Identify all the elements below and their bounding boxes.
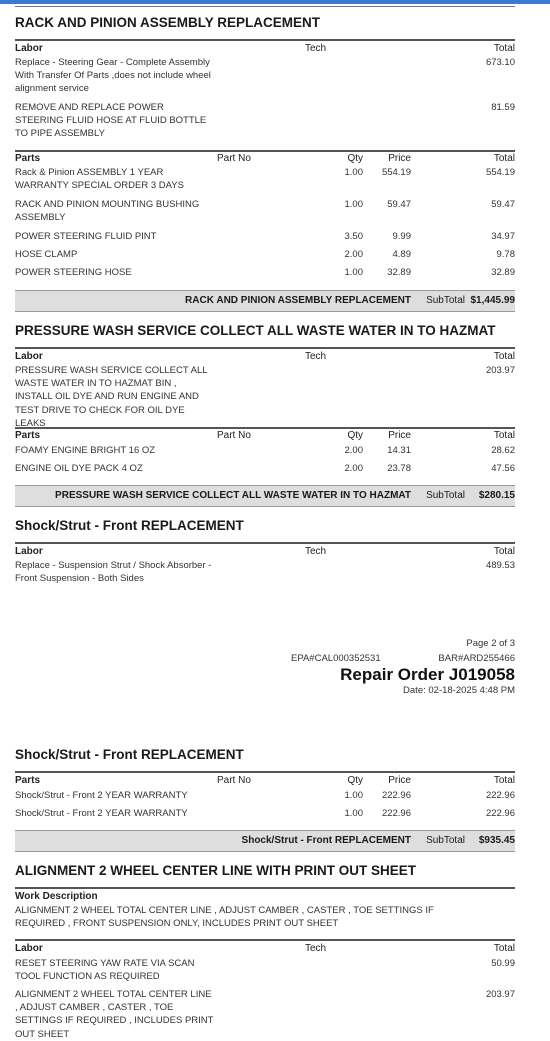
part-line-qty: 1.00 xyxy=(344,808,363,819)
price-column-header: Price xyxy=(388,153,411,164)
bar-number: BAR#ARD255466 xyxy=(438,653,515,664)
parts-header-rule xyxy=(15,427,515,429)
labor-line-total: 203.97 xyxy=(485,989,515,1000)
part-line-price: 23.78 xyxy=(387,463,411,474)
labor-column-header: Labor xyxy=(15,943,43,954)
part-no-column-header: Part No xyxy=(217,153,251,164)
section-top-rule xyxy=(15,6,515,7)
section-title: Shock/Strut - Front REPLACEMENT xyxy=(15,747,244,762)
part-line-price: 14.31 xyxy=(387,445,411,456)
part-line-qty: 1.00 xyxy=(344,167,363,178)
labor-header-rule xyxy=(15,39,515,41)
part-line-price: 222.96 xyxy=(381,808,411,819)
qty-column-header: Qty xyxy=(347,153,363,164)
subtotal-bar xyxy=(15,485,515,507)
part-line-price: 9.99 xyxy=(392,231,411,242)
total-column-header: Total xyxy=(493,43,515,54)
labor-line-description: REMOVE AND REPLACE POWER STEERING FLUID HOSE AT FLUID BOTTLE TO PIPE ASSEMBLY xyxy=(15,102,207,140)
part-line-price: 4.89 xyxy=(392,249,411,260)
part-line-description: Shock/Strut - Front 2 YEAR WARRANTY xyxy=(15,790,188,801)
part-line-description: HOSE CLAMP xyxy=(15,249,78,260)
subtotal-label: SubTotal xyxy=(426,835,465,846)
work-description-text: ALIGNMENT 2 WHEEL TOTAL CENTER LINE , ADJUST CAMBER , CASTER , TOE SETTINGS IF REQUIRED , FRONT SUSPENSION ONLY, INCLUDES PRINT OUT SHEET xyxy=(15,905,434,930)
part-line-price: 222.96 xyxy=(381,790,411,801)
total-column-header: Total xyxy=(493,775,515,786)
parts-column-header: Parts xyxy=(15,430,41,441)
labor-column-header: Labor xyxy=(15,546,43,557)
part-line-total: 554.19 xyxy=(485,167,515,178)
part-line-qty: 2.00 xyxy=(344,249,363,260)
part-no-column-header: Part No xyxy=(217,775,251,786)
part-line-description: RACK AND PINION MOUNTING BUSHING ASSEMBLY xyxy=(15,199,200,224)
part-line-qty: 3.50 xyxy=(344,231,363,242)
part-line-total: 59.47 xyxy=(491,199,515,210)
tech-column-header: Tech xyxy=(305,43,327,54)
subtotal-amount: $280.15 xyxy=(478,490,515,501)
part-line-qty: 2.00 xyxy=(344,463,363,474)
part-line-description: POWER STEERING FLUID PINT xyxy=(15,231,157,242)
total-column-header: Total xyxy=(493,153,515,164)
subtotal-section-name: RACK AND PINION ASSEMBLY REPLACEMENT xyxy=(185,295,411,306)
part-line-price: 554.19 xyxy=(381,167,411,178)
labor-line-description: Replace - Steering Gear - Complete Assembly With Transfer Of Parts ,does not include wheel alignment service xyxy=(15,57,211,95)
labor-line-description: PRESSURE WASH SERVICE COLLECT ALL WASTE WATER IN TO HAZMAT BIN , INSTALL OIL DYE AND RUN ENGINE AND TEST DRIVE TO CHECK FOR OIL DYE LEAKS xyxy=(15,365,208,429)
labor-line-description: RESET STEERING YAW RATE VIA SCAN TOOL FUNCTION AS REQUIRED xyxy=(15,958,195,983)
repair-order-date: Date: 02-18-2025 4:48 PM xyxy=(403,685,515,696)
part-line-price: 59.47 xyxy=(387,199,411,210)
labor-column-header: Labor xyxy=(15,43,43,54)
part-line-qty: 2.00 xyxy=(344,445,363,456)
part-line-description: FOAMY ENGINE BRIGHT 16 OZ xyxy=(15,445,156,456)
repair-order-title: Repair Order J019058 xyxy=(340,665,515,684)
labor-line-total: 673.10 xyxy=(485,57,515,68)
tech-column-header: Tech xyxy=(305,943,327,954)
total-column-header: Total xyxy=(493,546,515,557)
part-line-total: 222.96 xyxy=(485,808,515,819)
part-line-price: 32.89 xyxy=(387,267,411,278)
subtotal-bar xyxy=(15,830,515,852)
labor-line-description: Replace - Suspension Strut / Shock Absorber - Front Suspension - Both Sides xyxy=(15,560,212,585)
labor-header-rule xyxy=(15,939,515,941)
part-line-total: 28.62 xyxy=(491,445,515,456)
subtotal-amount: $935.45 xyxy=(478,835,515,846)
labor-header-rule xyxy=(15,542,515,544)
part-line-total: 34.97 xyxy=(491,231,515,242)
subtotal-section-name: Shock/Strut - Front REPLACEMENT xyxy=(241,835,411,846)
subtotal-amount: $1,445.99 xyxy=(470,295,515,306)
page-number: Page 2 of 3 xyxy=(466,638,515,649)
total-column-header: Total xyxy=(493,351,515,362)
parts-column-header: Parts xyxy=(15,775,41,786)
top-accent-bar xyxy=(0,0,550,4)
section-title: ALIGNMENT 2 WHEEL CENTER LINE WITH PRINT OUT SHEET xyxy=(15,863,417,878)
epa-number: EPA#CAL000352531 xyxy=(291,653,381,664)
qty-column-header: Qty xyxy=(347,430,363,441)
subtotal-bar xyxy=(15,290,515,312)
qty-column-header: Qty xyxy=(347,775,363,786)
part-line-total: 47.56 xyxy=(491,463,515,474)
parts-column-header: Parts xyxy=(15,153,41,164)
total-column-header: Total xyxy=(493,430,515,441)
part-line-total: 32.89 xyxy=(491,267,515,278)
labor-line-total: 203.97 xyxy=(485,365,515,376)
part-line-description: ENGINE OIL DYE PACK 4 OZ xyxy=(15,463,143,474)
parts-header-rule xyxy=(15,771,515,773)
tech-column-header: Tech xyxy=(305,546,327,557)
labor-line-total: 81.59 xyxy=(491,102,515,113)
labor-column-header: Labor xyxy=(15,351,43,362)
section-title: RACK AND PINION ASSEMBLY REPLACEMENT xyxy=(15,15,321,30)
part-line-qty: 1.00 xyxy=(344,199,363,210)
part-line-qty: 1.00 xyxy=(344,267,363,278)
tech-column-header: Tech xyxy=(305,351,327,362)
price-column-header: Price xyxy=(388,430,411,441)
part-line-total: 222.96 xyxy=(485,790,515,801)
work-description-rule xyxy=(15,887,515,889)
labor-line-total: 489.53 xyxy=(485,560,515,571)
section-title: PRESSURE WASH SERVICE COLLECT ALL WASTE WATER IN TO HAZMAT xyxy=(15,323,496,338)
part-line-description: POWER STEERING HOSE xyxy=(15,267,132,278)
subtotal-label: SubTotal xyxy=(426,490,465,501)
subtotal-label: SubTotal xyxy=(426,295,465,306)
part-line-description: Shock/Strut - Front 2 YEAR WARRANTY xyxy=(15,808,188,819)
labor-line-description: ALIGNMENT 2 WHEEL TOTAL CENTER LINE , ADJUST CAMBER , CASTER , TOE SETTINGS IF REQUIRED , INCLUDES PRINT OUT SHEET xyxy=(15,989,214,1040)
price-column-header: Price xyxy=(388,775,411,786)
subtotal-section-name: PRESSURE WASH SERVICE COLLECT ALL WASTE WATER IN TO HAZMAT xyxy=(55,490,411,501)
work-description-header: Work Description xyxy=(15,891,98,902)
part-line-total: 9.78 xyxy=(496,249,515,260)
total-column-header: Total xyxy=(493,943,515,954)
parts-header-rule xyxy=(15,150,515,152)
section-title: Shock/Strut - Front REPLACEMENT xyxy=(15,518,244,533)
part-no-column-header: Part No xyxy=(217,430,251,441)
part-line-qty: 1.00 xyxy=(344,790,363,801)
labor-header-rule xyxy=(15,347,515,349)
labor-line-total: 50.99 xyxy=(491,958,515,969)
part-line-description: Rack & Pinion ASSEMBLY 1 YEAR WARRANTY SPECIAL ORDER 3 DAYS xyxy=(15,167,184,192)
